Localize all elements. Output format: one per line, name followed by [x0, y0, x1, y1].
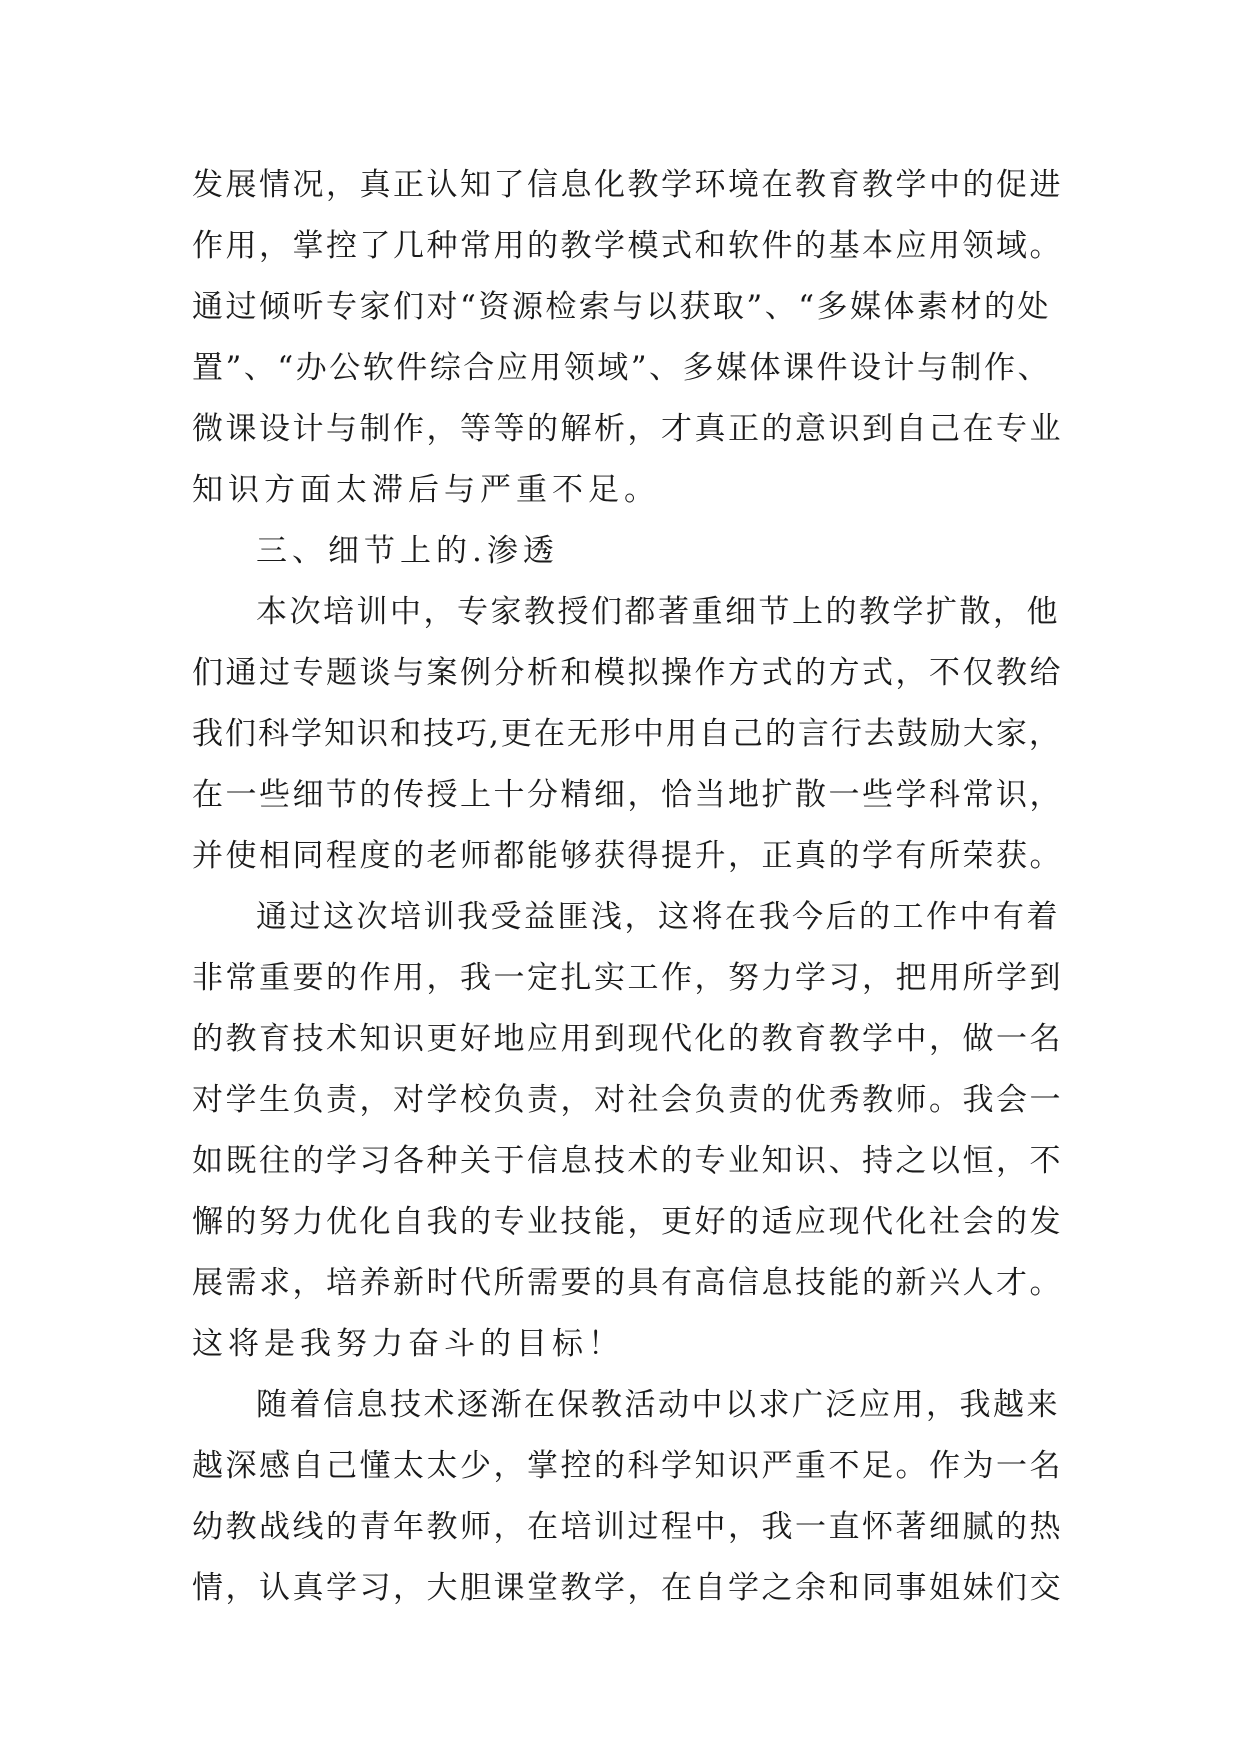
text-line: 对学生负责，对学校负责，对社会负责的优秀教师。我会一: [192, 1082, 1063, 1118]
text-line: 通过倾听专家们对“资源检索与以获取”、“多媒体素材的处: [192, 289, 1052, 325]
text-line: 们通过专题谈与案例分析和模拟操作方式的方式，不仅教给: [192, 655, 1063, 691]
text-line: 我们科学知识和技巧,更在无形中用自己的言行去鼓励大家，: [192, 716, 1062, 752]
text-line: 如既往的学习各种关于信息技术的专业知识、持之以恒，不: [192, 1143, 1063, 1179]
text-line: 并使相同程度的老师都能够获得提升，正真的学有所荣获。: [192, 838, 1063, 874]
text-line: 置”、“办公软件综合应用领域”、多媒体课件设计与制作、: [192, 350, 1052, 386]
text-line: 三、细节上的.渗透: [256, 533, 559, 569]
text-line: 越深感自己懂太太少，掌控的科学知识严重不足。作为一名: [192, 1448, 1063, 1484]
text-line: 情，认真学习，大胆课堂教学，在自学之余和同事姐妹们交: [192, 1570, 1063, 1606]
text-line: 通过这次培训我受益匪浅，这将在我今后的工作中有着: [256, 899, 1060, 935]
text-line: 微课设计与制作，等等的解析，才真正的意识到自己在专业: [192, 411, 1063, 447]
text-line: 作用，掌控了几种常用的教学模式和软件的基本应用领域。: [192, 228, 1063, 264]
text-line: 非常重要的作用，我一定扎实工作，努力学习，把用所学到: [192, 960, 1063, 996]
body-text: [192, 155, 1062, 1619]
text-line: 幼教战线的青年教师，在培训过程中，我一直怀著细腻的热: [192, 1509, 1063, 1545]
text-line: 在一些细节的传授上十分精细，恰当地扩散一些学科常识，: [192, 777, 1063, 813]
text-line: 这将是我努力奋斗的目标！: [192, 1326, 624, 1362]
text-line: 展需求，培养新时代所需要的具有高信息技能的新兴人才。: [192, 1265, 1063, 1301]
text-line: 懈的努力优化自我的专业技能，更好的适应现代化社会的发: [192, 1204, 1063, 1240]
text-line: 随着信息技术逐渐在保教活动中以求广泛应用，我越来: [256, 1387, 1060, 1423]
text-line: 的教育技术知识更好地应用到现代化的教育教学中，做一名: [192, 1021, 1063, 1057]
text-line: 知识方面太滞后与严重不足。: [192, 472, 660, 508]
text-line: 发展情况，真正认知了信息化教学环境在教育教学中的促进: [192, 167, 1063, 203]
text-line: 本次培训中，专家教授们都著重细节上的教学扩散，他: [256, 594, 1060, 630]
